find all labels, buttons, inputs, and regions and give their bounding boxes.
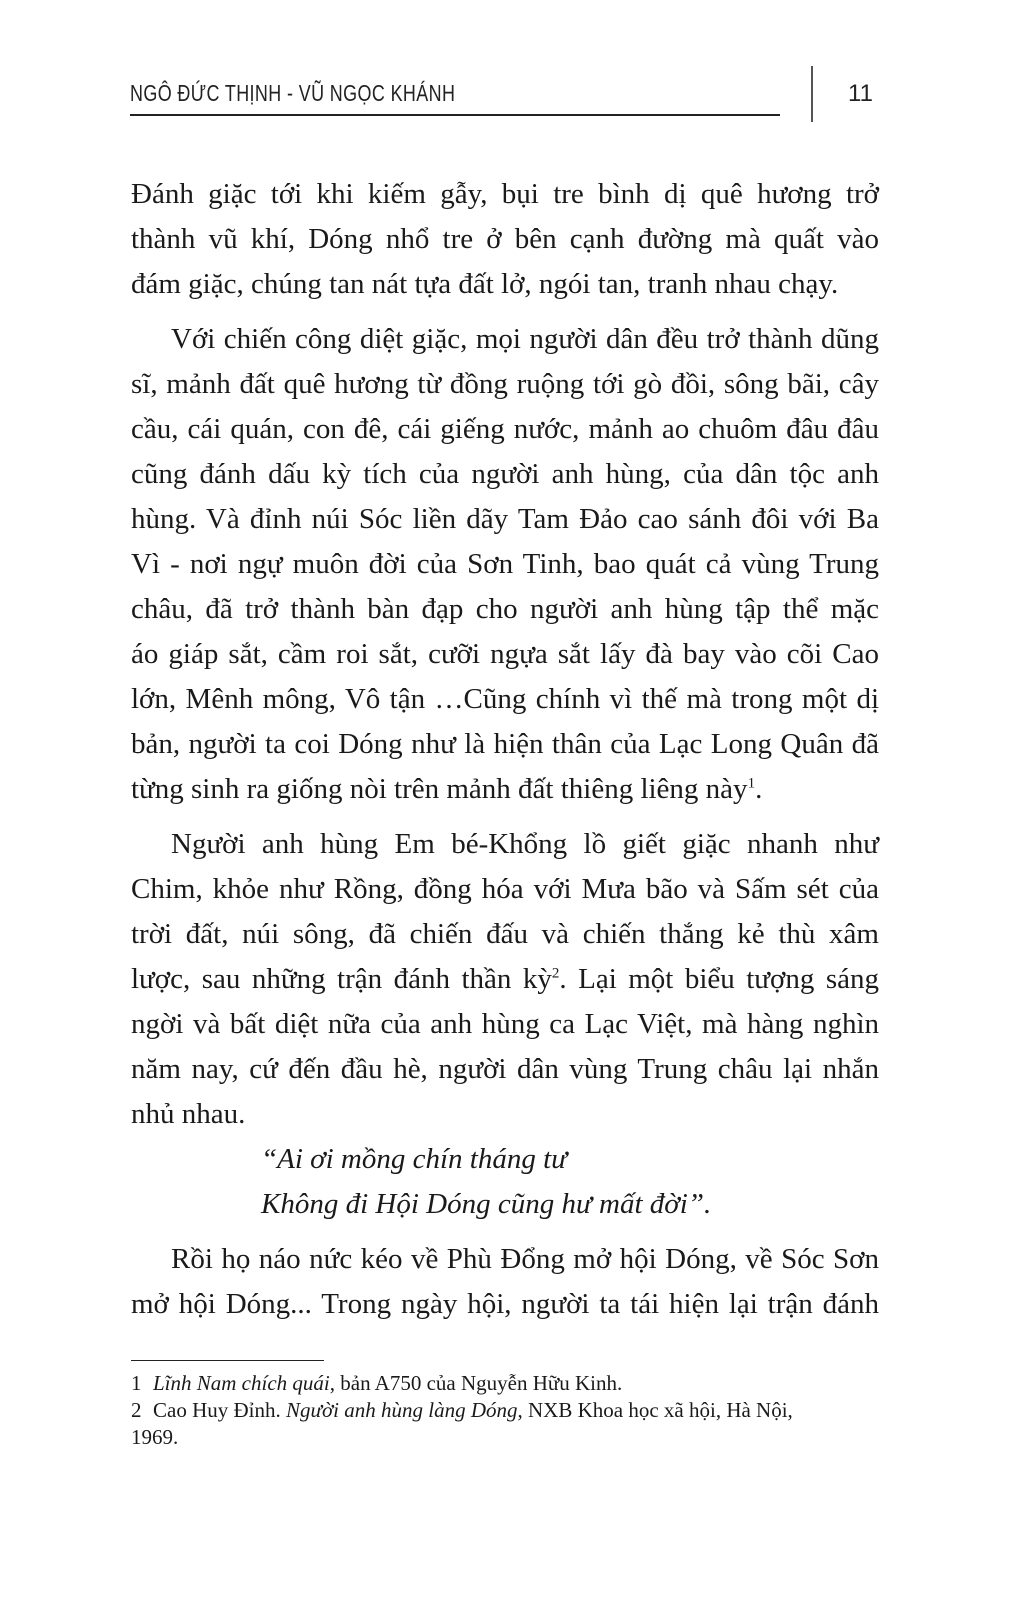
text-line (131, 362, 879, 407)
line-text: Vì - nơi ngự muôn đời của Sơn Tinh, bao quát cả vùng Trung (131, 548, 879, 580)
line-text: châu, đã trở thành bàn đạp cho người anh hùng tập thể mặc (131, 593, 879, 625)
body-text (131, 172, 879, 1327)
verse-block (131, 1137, 879, 1227)
line-text: Đánh giặc tới khi kiếm gẫy, bụi tre bình dị quê hương trở (131, 178, 879, 210)
footnote-ref: 2 (551, 965, 560, 982)
line-text: Rồi họ náo nức kéo về Phù Đổng mở hội Dóng, về Sóc Sơn (171, 1243, 879, 1275)
header-rule (130, 114, 780, 116)
line-text: Không đi Hội Dóng cũng hư mất đời”. (261, 1188, 712, 1220)
paragraph (131, 317, 879, 812)
paragraph (131, 172, 879, 307)
text-line (131, 452, 879, 497)
text-line (131, 957, 879, 1002)
text-line (131, 632, 879, 677)
line-text: sĩ, mảnh đất quê hương từ đồng ruộng tới gò đồi, sông bãi, cây (131, 368, 879, 400)
footnote-ref: 1 (747, 775, 756, 792)
text-line (131, 262, 879, 307)
line-text: áo giáp sắt, cầm roi sắt, cưỡi ngựa sắt lấy đà bay vào cõi Cao (131, 638, 879, 670)
line-text: nhủ nhau. (131, 1098, 246, 1130)
line-text: đám giặc, chúng tan nát tựa đất lở, ngói tan, tranh nhau chạy. (131, 268, 839, 300)
text-line (131, 1047, 879, 1092)
text-line (131, 317, 879, 362)
verse-line (261, 1137, 879, 1182)
text-line (131, 867, 879, 912)
text-line (131, 1237, 879, 1282)
footnotes (131, 1370, 879, 1451)
text-line (131, 1092, 879, 1137)
line-text: bản, người ta coi Dóng như là hiện thân của Lạc Long Quân đã (131, 728, 879, 760)
line-text: “Ai ơi mồng chín tháng tư (261, 1143, 567, 1175)
line-text: ngời và bất diệt nữa của anh hùng ca Lạc Việt, mà hàng nghìn (131, 1008, 879, 1040)
footnote-text: Cao Huy Đỉnh. (153, 1398, 286, 1422)
footnote-text: , bản A750 của Nguyễn Hữu Kinh. (329, 1371, 623, 1395)
line-text: hùng. Và đỉnh núi Sóc liền dãy Tam Đảo cao sánh đôi với Ba (131, 503, 879, 535)
footnote (131, 1370, 879, 1397)
footnote-title: Lĩnh Nam chích quái (153, 1371, 330, 1395)
line-text: mở hội Dóng... Trong ngày hội, người ta tái hiện lại trận đánh (131, 1288, 879, 1320)
verse-line (261, 1182, 879, 1227)
line-text: năm nay, cứ đến đầu hè, người dân vùng Trung châu lại nhắn (131, 1053, 879, 1085)
text-line (131, 767, 879, 812)
text-line (131, 497, 879, 542)
paragraph (131, 1237, 879, 1327)
line-text: cũng đánh dấu kỳ tích của người anh hùng, của dân tộc anh (131, 458, 879, 490)
text-line (131, 587, 879, 632)
footnote-number: 1 (131, 1371, 142, 1395)
line-text: cầu, cái quán, con đê, cái giếng nước, mảnh ao chuôm đâu đâu (131, 413, 879, 445)
text-line (131, 217, 879, 262)
line-text: từng sinh ra giống nòi trên mảnh đất thiêng liêng này (131, 773, 748, 805)
line-text-after: . (755, 773, 763, 805)
line-text-after: . Lại một biểu tượng sáng (559, 963, 879, 995)
text-line (131, 407, 879, 452)
footnote-number: 2 (131, 1398, 142, 1422)
footnote (131, 1397, 879, 1424)
footnote-text: , NXB Khoa học xã hội, Hà Nội, (517, 1398, 793, 1422)
footnote-continuation: 1969. (131, 1425, 179, 1449)
line-text: Với chiến công diệt giặc, mọi người dân đều trở thành dũng (171, 323, 879, 355)
line-text: Người anh hùng Em bé-Khổng lồ giết giặc nhanh như (171, 828, 879, 860)
text-line (131, 1002, 879, 1047)
text-line (131, 822, 879, 867)
page-number: 11 (848, 80, 873, 107)
line-text: lớn, Mênh mông, Vô tận …Cũng chính vì thế mà trong một dị (131, 683, 879, 715)
text-line (131, 172, 879, 217)
text-line (131, 912, 879, 957)
line-text: thành vũ khí, Dóng nhổ tre ở bên cạnh đường mà quất vào (131, 223, 879, 255)
header-divider (811, 66, 813, 122)
footnote-title: Người anh hùng làng Dóng (286, 1398, 518, 1422)
line-text: lược, sau những trận đánh thần kỳ (131, 963, 552, 995)
text-line (131, 722, 879, 767)
running-header-title: NGÔ ĐỨC THỊNH - VŨ NGỌC KHÁNH (130, 80, 456, 106)
footnote-rule (131, 1360, 324, 1361)
line-text: trời đất, núi sông, đã chiến đấu và chiến thắng kẻ thù xâm (131, 918, 879, 950)
line-text: Chim, khỏe như Rồng, đồng hóa với Mưa bão và Sấm sét của (131, 873, 879, 905)
text-line (131, 542, 879, 587)
text-line (131, 1282, 879, 1327)
paragraph (131, 822, 879, 1137)
text-line (131, 677, 879, 722)
